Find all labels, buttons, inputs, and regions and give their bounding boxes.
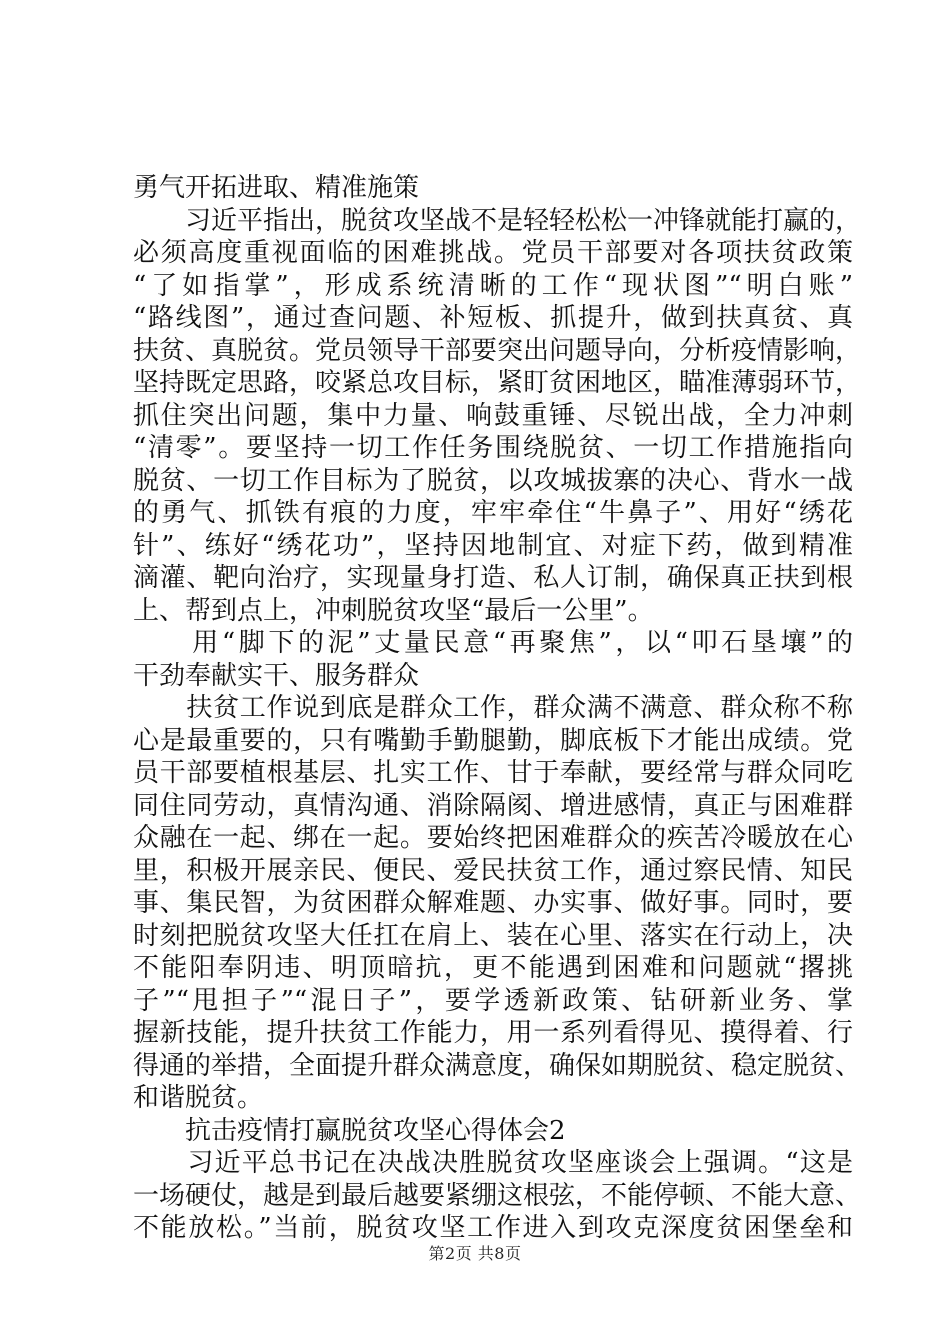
text-line: 心是最重要的，只有嘴勤手勤腿勤，脚底板下才能出成绩。党 (133, 725, 853, 756)
text-line: 滴灌、靶向治疗，实现量身打造、私人订制，确保真正扶到根 (133, 563, 853, 593)
text-line: 坚持既定思路，咬紧总攻目标，紧盯贫困地区，瞄准薄弱环节， (133, 368, 862, 398)
text-line: 同住同劳动，真情沟通、消除隔阂、增进感情，真正与困难群 (133, 790, 853, 821)
section-title: 抗击疫情打赢脱贫攻坚心得体会2 (133, 1115, 566, 1146)
text-line: 员干部要植根基层、扎实工作、甘于奉献，要经常与群众同吃 (133, 758, 853, 788)
text-line: 时刻把脱贫攻坚大任扛在肩上、装在心里、落实在行动上，决 (133, 920, 853, 951)
text-line: 众融在一起、绑在一起。要始终把困难群众的疾苦冷暖放在心 (133, 823, 853, 853)
text-line: 习近平总书记在决战决胜脱贫攻坚座谈会上强调。“这是 (133, 1148, 853, 1178)
text-line: 子”“甩担子”“混日子”，要学透新政策、钻研新业务、掌 (133, 985, 853, 1016)
heading-line: 用“脚下的泥”丈量民意“再聚焦”，以“叩石垦壤”的 (133, 628, 853, 658)
text-line: 不能放松。”当前，脱贫攻坚工作进入到攻克深度贫困堡垒和 (133, 1213, 853, 1243)
text-line: 不能阳奉阴违、明顶暗抗，更不能遇到困难和问题就“撂挑 (133, 953, 853, 983)
text-line: 和谐脱贫。 (133, 1083, 264, 1113)
text-line: 勇气开拓进取、精准施策 (133, 173, 420, 203)
text-line: 扶贫工作说到底是群众工作，群众满不满意、群众称不称 (133, 693, 853, 723)
text-line: “路线图”，通过查问题、补短板、抓提升，做到扶真贫、真 (133, 303, 853, 333)
text-line: 一场硬仗，越是到最后越要紧绷这根弦，不能停顿、不能大意、 (133, 1180, 862, 1211)
text-line: “了如指掌”，形成系统清晰的工作“现状图”“明白账” (133, 270, 853, 301)
page-indicator: 第2页 共8页 (428, 1244, 522, 1263)
text-line: 得通的举措，全面提升群众满意度，确保如期脱贫、稳定脱贫、 (133, 1050, 862, 1081)
text-line: 的勇气、抓铁有痕的力度，牢牢牵住“牛鼻子”、用好“绣花 (133, 498, 853, 528)
text-line: 脱贫、一切工作目标为了脱贫，以攻城拔寨的决心、背水一战 (133, 465, 853, 496)
text-line: 里，积极开展亲民、便民、爱民扶贫工作，通过察民情、知民 (133, 855, 853, 886)
text-line: “清零”。要坚持一切工作任务围绕脱贫、一切工作措施指向 (133, 433, 853, 463)
text-line: 握新技能，提升扶贫工作能力，用一系列看得见、摸得着、行 (133, 1018, 853, 1048)
text-line: 抓住突出问题，集中力量、响鼓重锤、尽锐出战，全力冲刺 (133, 400, 853, 431)
text-line: 扶贫、真脱贫。党员领导干部要突出问题导向，分析疫情影响， (133, 335, 862, 366)
text-line: 事、集民智，为贫困群众解难题、办实事、做好事。同时，要 (133, 888, 853, 918)
text-line: 习近平指出，脱贫攻坚战不是轻轻松松一冲锋就能打赢的， (133, 205, 862, 236)
document-body (133, 172, 862, 1245)
text-line: 针”、练好“绣花功”，坚持因地制宜、对症下药，做到精准 (133, 530, 853, 561)
text-line: 必须高度重视面临的困难挑战。党员干部要对各项扶贫政策 (133, 238, 853, 268)
heading-line: 干劲奉献实干、服务群众 (133, 660, 420, 691)
text-line: 上、帮到点上，冲刺脱贫攻坚“最后一公里”。 (133, 595, 654, 626)
